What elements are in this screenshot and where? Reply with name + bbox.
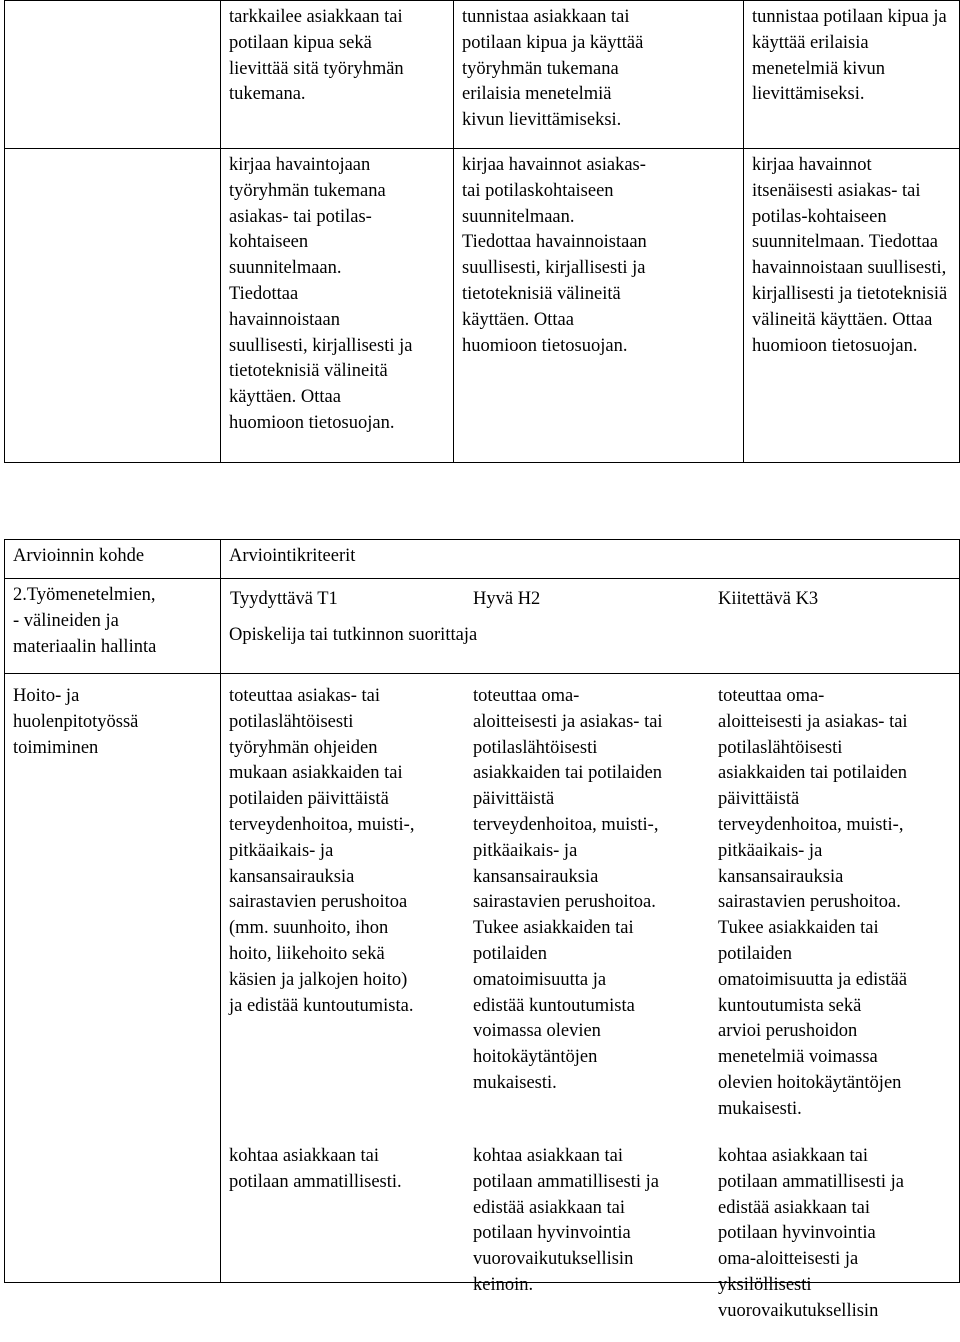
topic-cell: [5, 674, 221, 1283]
header-cell: [221, 540, 960, 579]
criteria-t1-text: toteuttaa asiakas- tai potilaslähtöisesti työryhmän ohjeiden mukaan asiakkaiden tai potilaiden päivittäistä terveydenhoitoa, muisti-, pitkäaikais- ja kansansairauksia sairastavien perushoitoa (mm. suunhoito, ihon hoito, liikehoito sekä käsien ja jalkojen hoito) ja edistää kuntoutumista.: [229, 686, 415, 1016]
criteria-k3-text: toteuttaa oma- aloitteisesti ja asiakas- tai potilaslähtöisesti asiakkaiden tai potilaiden päivittäistä terveydenhoitoa, muisti-, pitkäaikais- ja kansansairauksia sairastavien perushoitoa. Tukee asiakkaiden tai potilaiden omatoimisuutta ja edistää kuntoutumista sekä arvioi perushoidon menetelmiä voimassa olevien hoitokäytäntöjen mukaisesti.: [718, 686, 908, 1119]
table-cell: [221, 1, 454, 149]
table-cell: [454, 149, 744, 463]
header-assessment-target: Arvioinnin kohde: [13, 546, 145, 566]
table-cell: [454, 1, 744, 149]
table-row: [5, 579, 960, 674]
topic-label: Hoito- ja huolenpitotyössä toimiminen: [13, 686, 139, 758]
section-label: 2.Työmenetelmien, - välineiden ja materiaalin hallinta: [13, 585, 157, 657]
level-h2: Hyvä H2: [473, 589, 541, 609]
criteria-text: tunnistaa asiakkaan tai potilaan kipua ja käyttää työryhmän tukemana erilaisia menetelmiä kivun lievittämiseksi.: [462, 7, 644, 131]
criteria-h2-text: toteuttaa oma- aloitteisesti ja asiakas- tai potilaslähtöisesti asiakkaiden tai potilaiden päivittäistä terveydenhoitoa, muisti-, pitkäaikais- ja kansansairauksia sairastavien perushoitoa. Tukee asiakkaiden tai potilaiden omatoimisuutta ja edistää kuntoutumista voimassa olevien hoitokäytäntöjen mukaisesti.: [473, 686, 663, 1093]
level-k3: Kiitettävä K3: [718, 589, 819, 609]
table-cell: [221, 149, 454, 463]
student-label: Opiskelija tai tutkinnon suorittaja: [229, 625, 478, 645]
table-cell: [744, 149, 960, 463]
criteria-text: kirjaa havainnot asiakas- tai potilaskohtaiseen suunnitelmaan. Tiedottaa havainnoistaan suullisesti, kirjallisesti ja tietoteknisiä välineitä käyttäen. Ottaa huomioon tietosuojan.: [462, 155, 647, 356]
grade-levels: [229, 583, 951, 613]
criteria-k3-text: kohtaa asiakkaan tai potilaan ammatillisesti ja edistää asiakkaan tai potilaan hyvinvointia oma-aloitteisesti ja yksilöllisesti vuorovaikutuksellisin: [718, 1146, 904, 1321]
table-header-row: [5, 540, 960, 579]
table-row: [5, 674, 960, 1283]
empty-cell: [5, 1, 221, 149]
section-cell: [5, 579, 221, 674]
level-t1: Tyydyttävä T1: [230, 589, 338, 609]
header-cell: [5, 540, 221, 579]
criteria-table-top: [4, 0, 960, 463]
header-assessment-criteria: Arviointikriteerit: [229, 546, 356, 566]
criteria-text: kirjaa havainnot itsenäisesti asiakas- tai potilas-kohtaiseen suunnitelmaan. Tiedottaa havainnoistaan suullisesti, kirjallisesti ja tietoteknisiä välineitä käyttäen. Ottaa huomioon tietosuojan.: [752, 155, 948, 356]
criteria-table-bottom: [4, 539, 960, 1321]
criteria-t1-text: kohtaa asiakkaan tai potilaan ammatillisesti.: [229, 1146, 402, 1192]
table-cell: [744, 1, 960, 149]
criteria-cell: [221, 674, 960, 1321]
criteria-text: tarkkailee asiakkaan tai potilaan kipua sekä lievittää sitä työryhmän tukemana.: [229, 7, 404, 105]
table-row: [5, 1, 960, 149]
empty-cell: [5, 149, 221, 463]
levels-cell: [221, 579, 960, 674]
criteria-text: tunnistaa potilaan kipua ja käyttää erilaisia menetelmiä kivun lievittämiseksi.: [752, 7, 947, 105]
table-row: [5, 149, 960, 463]
criteria-text: kirjaa havaintojaan työryhmän tukemana asiakas- tai potilas- kohtaiseen suunnitelmaan. Tiedottaa havainnoistaan suullisesti, kirjallisesti ja tietoteknisiä välineitä käyttäen. Ottaa huomioon tietosuojan.: [229, 155, 413, 433]
criteria-h2-text: kohtaa asiakkaan tai potilaan ammatillisesti ja edistää asiakkaan tai potilaan hyvinvointia vuorovaikutuksellisin keinoin.: [473, 1146, 659, 1295]
